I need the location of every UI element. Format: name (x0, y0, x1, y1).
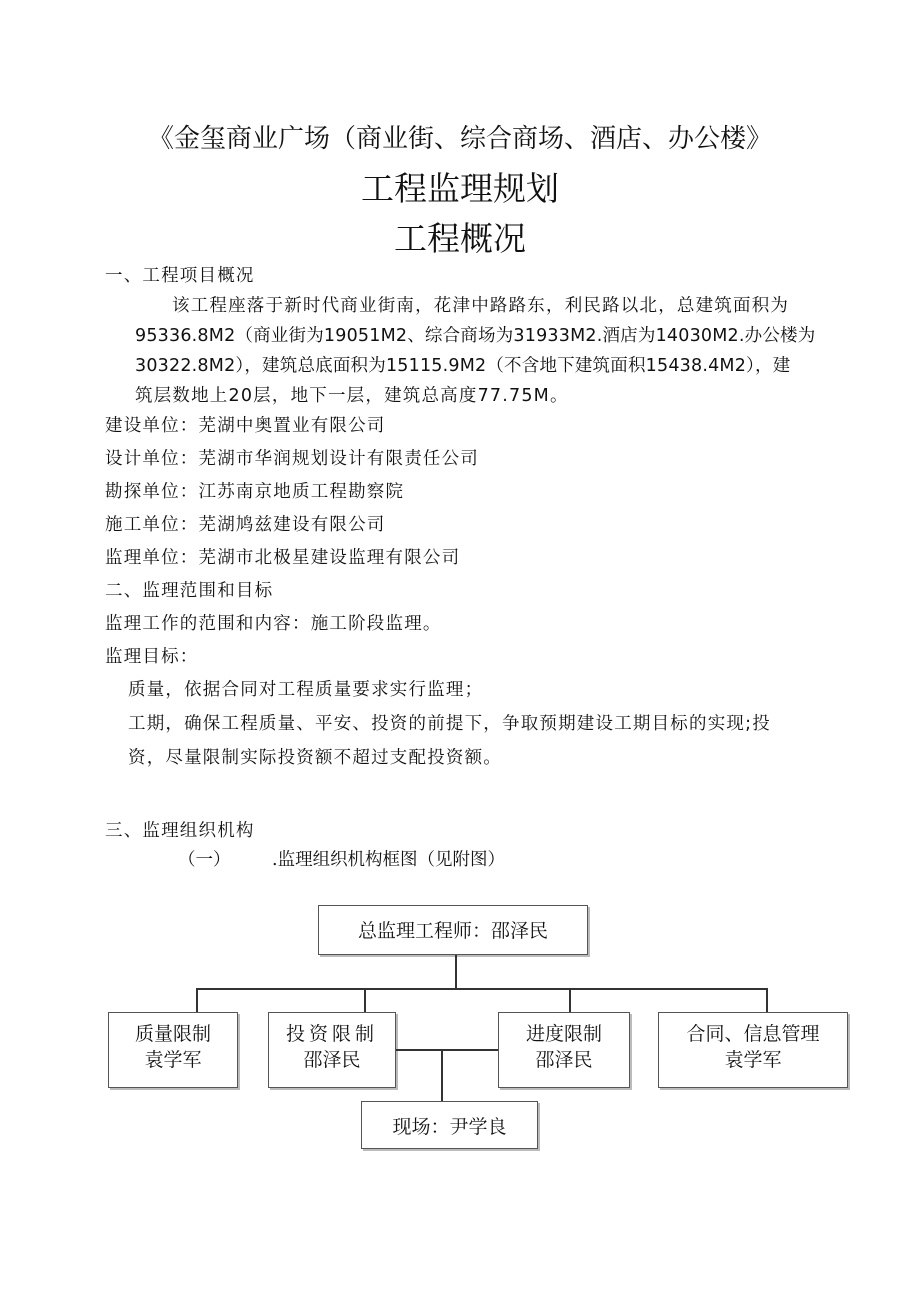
unit-design: 设计单位：芜湖市华润规划设计有限责任公司 (105, 449, 479, 469)
quality-control-box (108, 1012, 238, 1088)
sub-title: 工程概况 (394, 219, 526, 258)
box-person: 邵泽民 (535, 1049, 593, 1071)
unit-builder: 施工单位：芜湖鸠兹建设有限公司 (105, 515, 386, 535)
box-role: 质量限制 (134, 1023, 211, 1045)
paragraph-line: 该工程座落于新时代商业街南，花津中路路东，利民路以北，总建筑面积为 (172, 296, 790, 316)
connector-to-quality (196, 988, 198, 1012)
chief-engineer-box (318, 905, 588, 955)
site-box (361, 1101, 538, 1149)
connector-middle-bridge (396, 1049, 498, 1051)
section-3-heading: 三、监理组织机构 (105, 821, 255, 841)
paragraph-line: 筑层数地上20层，地下一层，建筑总高度77.75M。 (135, 386, 569, 406)
box-person: 邵泽民 (303, 1049, 361, 1071)
connector-chief-down (455, 955, 457, 990)
scope-line: 监理工作的范围和内容：施工阶段监理。 (105, 614, 442, 634)
goals-label: 监理目标： (105, 647, 199, 667)
investment-control-box (268, 1012, 396, 1088)
site-label: 现场：尹学良 (392, 1116, 507, 1138)
paragraph-line: 30322.8M2），建筑总底面积为15115.9M2（不含地下建筑面积15438.4M2），建 (135, 356, 791, 376)
box-role: 进度限制 (525, 1023, 602, 1045)
connector-to-site (441, 1049, 443, 1101)
connector-to-schedule (569, 988, 571, 1012)
section-1-heading: 一、工程项目概况 (105, 266, 255, 286)
section-3-sub-title: .监理组织机构框图（见附图） (272, 850, 506, 870)
section-3-sub-label: （一） (178, 850, 231, 870)
connector-to-contract (766, 988, 768, 1012)
box-person: 袁学军 (144, 1049, 202, 1071)
goal-quality: 质量，依据合同对工程质量要求实行监理； (128, 680, 484, 700)
unit-supervision: 监理单位：芜湖市北极星建设监理有限公司 (105, 548, 461, 568)
contract-info-box (658, 1012, 848, 1088)
goal-investment: 资，尽量限制实际投资额不超过支配投资额。 (128, 748, 502, 768)
connector-horizontal-bus (196, 988, 768, 990)
main-title: 工程监理规划 (361, 169, 559, 208)
unit-construction: 建设单位：芜湖中奥置业有限公司 (105, 416, 386, 436)
section-2-heading: 二、监理范围和目标 (105, 581, 274, 601)
unit-survey: 勘探单位：江苏南京地质工程勘察院 (105, 482, 405, 502)
box-person: 袁学军 (724, 1049, 782, 1071)
document-title: 《金玺商业广场（商业街、综合商场、酒店、办公楼》 (147, 124, 772, 154)
connector-to-investment (364, 988, 366, 1012)
paragraph-line: 95336.8M2（商业街为19051M2、综合商场为31933M2.酒店为14030M2.办公楼为 (135, 326, 816, 346)
goal-schedule: 工期，确保工程质量、平安、投资的前提下，争取预期建设工期目标的实现;投 (128, 714, 771, 734)
chief-engineer-label: 总监理工程师：邵泽民 (357, 920, 548, 942)
box-role: 合同、信息管理 (686, 1023, 820, 1045)
schedule-control-box (498, 1012, 630, 1088)
box-role: 投资限制 (285, 1023, 378, 1045)
